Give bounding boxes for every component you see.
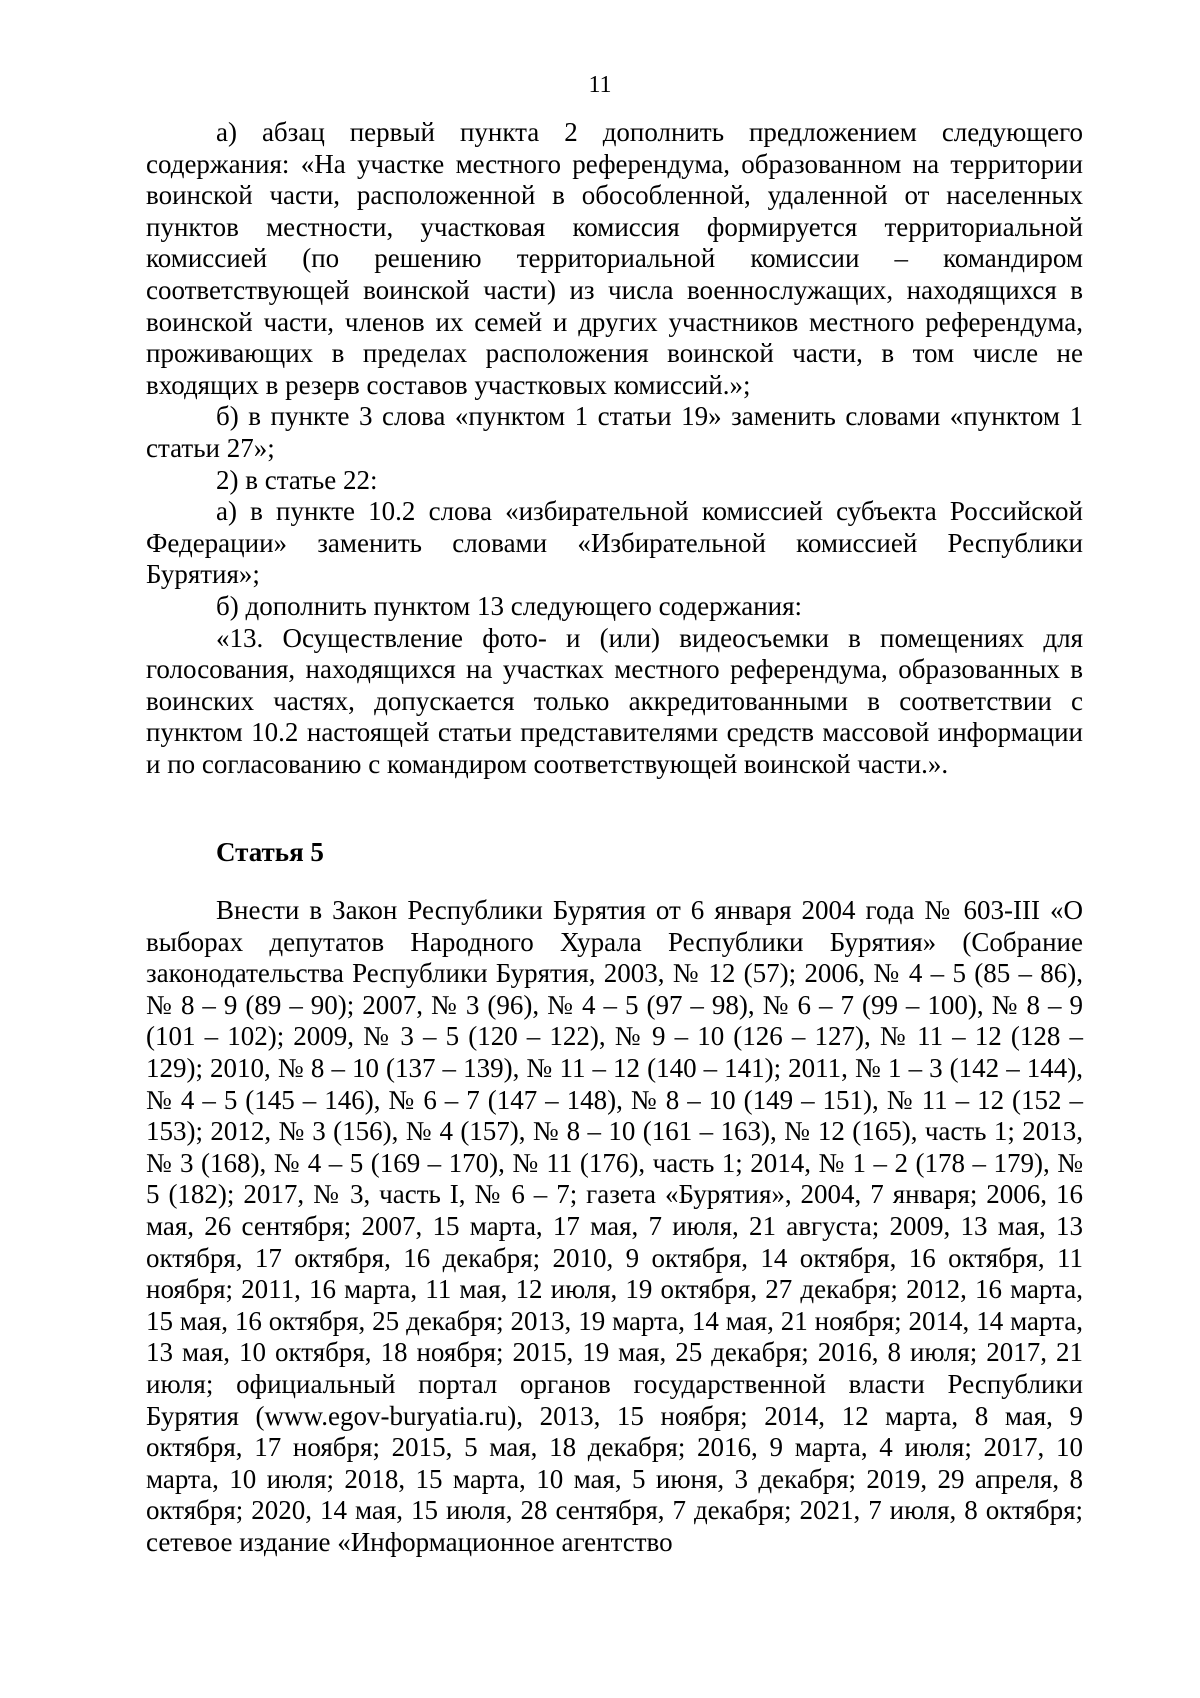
paragraph-22-13: «13. Осуществление фото- и (или) видеосъемки в помещениях для голосования, находящихся на участках местного референдума, образованных в воинских частях, допускается только аккредитованными в соответствии с пунктом 10.2 настоящей статьи представителями средств массовой информации и по согласованию с командиром соответствующей воинской части.». (146, 622, 1083, 779)
page-number: 11 (588, 72, 612, 98)
paragraph-22a: а) в пункте 10.2 слова «избирательной комиссией субъекта Российской Федерации» заменить словами «Избирательной комиссией Республики Бурятия»; (146, 496, 1083, 590)
paragraph-2b: б) в пункте 3 слова «пунктом 1 статьи 19» заменить словами «пунктом 1 статьи 27»; (146, 401, 1083, 463)
paragraph-article-5: Внести в Закон Республики Бурятия от 6 января 2004 года № 603-III «О выборах депутатов Народного Хурала Республики Бурятия» (Собрание законодательства Республики Бурятия, 2003, № 12 (57); 2006, № 4 – 5 (85 – 86), № 8 – 9 (89 – 90); 2007, № 3 (96), № 4 – 5 (97 – 98), № 6 – 7 (99 – 100), № 8 – 9 (101 – 102); 2009, № 3 – 5 (120 – 122), № 9 – 10 (126 – 127), № 11 – 12 (128 – 129); 2010, № 8 – 10 (137 – 139), № 11 – 12 (140 – 141); 2011, № 1 – 3 (142 – 144), № 4 – 5 (145 – 146), № 6 – 7 (147 – 148), № 8 – 10 (149 – 151), № 11 – 12 (152 – 153); 2012, № 3 (156), № 4 (157), № 8 – 10 (161 – 163), № 12 (165), часть 1; 2013, № 3 (168), № 4 – 5 (169 – 170), № 11 (176), часть 1; 2014, № 1 – 2 (178 – 179), № 5 (182); 2017, № 3, часть I, № 6 – 7; газета «Бурятия», 2004, 7 января; 2006, 16 мая, 26 сентября; 2007, 15 марта, 17 мая, 7 июля, 21 августа; 2009, 13 мая, 13 октября, 17 октября, 16 декабря; 2010, 9 октября, 14 октября, 16 октября, 11 ноября; 2011, 16 марта, 11 мая, 12 июля, 19 октября, 27 декабря; 2012, 16 марта, 15 мая, 16 октября, 25 декабря; 2013, 19 марта, 14 мая, 21 ноября; 2014, 14 марта, 13 мая, 10 октября, 18 ноября; 2015, 19 мая, 25 декабря; 2016, 8 июля; 2017, 21 июля; официальный портал органов государственной власти Республики Бурятия (www.egov-buryatia.ru), 2013, 15 ноября; 2014, 12 марта, 8 мая, 9 октября, 17 ноября; 2015, 5 мая, 18 декабря; 2016, 9 марта, 4 июля; 2017, 10 марта, 10 июля; 2018, 15 марта, 10 мая, 5 июня, 3 декабря; 2019, 29 апреля, 8 октября; 2020, 14 мая, 15 июля, 28 сентября, 7 декабря; 2021, 7 июля, 8 октября; сетевое издание «Информационное агентство (146, 895, 1083, 1557)
paragraph-22b: б) дополнить пунктом 13 следующего содержания: (216, 590, 803, 621)
paragraph-article-22: 2) в статье 22: (216, 464, 378, 495)
paragraph-2a: а) абзац первый пункта 2 дополнить предложением следующего содержания: «На участке местного референдума, образованном на территории воинской части, расположенной в обособленной, удаленной от населенных пунктов местности, участковая комиссия формируется территориальной комиссией (по решению территориальной комиссии – командиром соответствующей воинской части) из числа военнослужащих, находящихся в воинской части, членов их семей и других участников местного референдума, проживающих в пределах расположения воинской части, в том числе не входящих в резерв составов участковых комиссий.»; (146, 117, 1083, 400)
article-heading: Статья 5 (216, 837, 324, 867)
article-text-block (146, 895, 1083, 1558)
amendment-text-block (146, 117, 1083, 780)
